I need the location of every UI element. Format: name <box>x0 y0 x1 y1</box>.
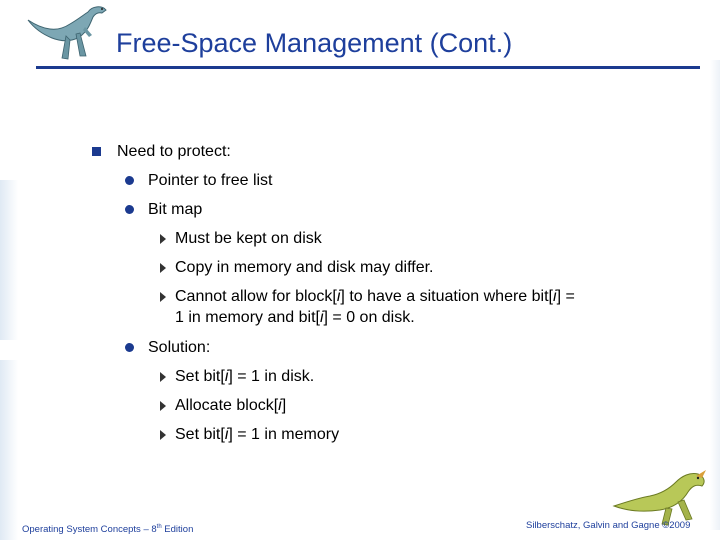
bullet-solution: Solution: <box>148 339 211 356</box>
slide-title: Free-Space Management (Cont.) <box>116 28 513 58</box>
arrow-bullet-icon <box>160 372 166 382</box>
arrow-bullet-icon <box>160 292 166 302</box>
arrow-bullet-icon <box>160 401 166 411</box>
bullet-set-bit-memory: Set bit[i] = 1 in memory <box>175 426 340 443</box>
square-bullet-icon <box>92 147 101 156</box>
round-bullet-icon <box>125 176 134 185</box>
bullet-cannot-allow-line1: Cannot allow for block[i] to have a situation where bit[i] = <box>175 288 575 305</box>
arrow-bullet-icon <box>160 234 166 244</box>
dinosaur-logo-top-icon <box>22 2 114 70</box>
round-bullet-icon <box>125 205 134 214</box>
footer-copyright: Silberschatz, Galvin and Gagne ©2009 <box>526 520 691 531</box>
arrow-bullet-icon <box>160 263 166 273</box>
left-decor-strip-bottom <box>0 360 18 540</box>
dinosaur-logo-bottom-icon <box>606 462 714 528</box>
title-underline <box>36 66 700 69</box>
bullet-bit-map: Bit map <box>148 201 203 218</box>
bullet-need-to-protect: Need to protect: <box>117 143 231 160</box>
right-decor-strip <box>710 60 720 530</box>
left-decor-strip-top <box>0 180 18 340</box>
bullet-allocate-block: Allocate block[i] <box>175 397 287 414</box>
bullet-cannot-allow-line2: 1 in memory and bit[i] = 0 on disk. <box>175 309 415 326</box>
bullet-pointer-to-free-list: Pointer to free list <box>148 172 273 189</box>
bullet-must-be-kept: Must be kept on disk <box>175 230 322 247</box>
footer-book-title: Operating System Concepts – 8th Edition <box>22 524 194 536</box>
arrow-bullet-icon <box>160 430 166 440</box>
bullet-copy-in-memory: Copy in memory and disk may differ. <box>175 259 434 276</box>
bullet-set-bit-disk: Set bit[i] = 1 in disk. <box>175 368 315 385</box>
round-bullet-icon <box>125 343 134 352</box>
